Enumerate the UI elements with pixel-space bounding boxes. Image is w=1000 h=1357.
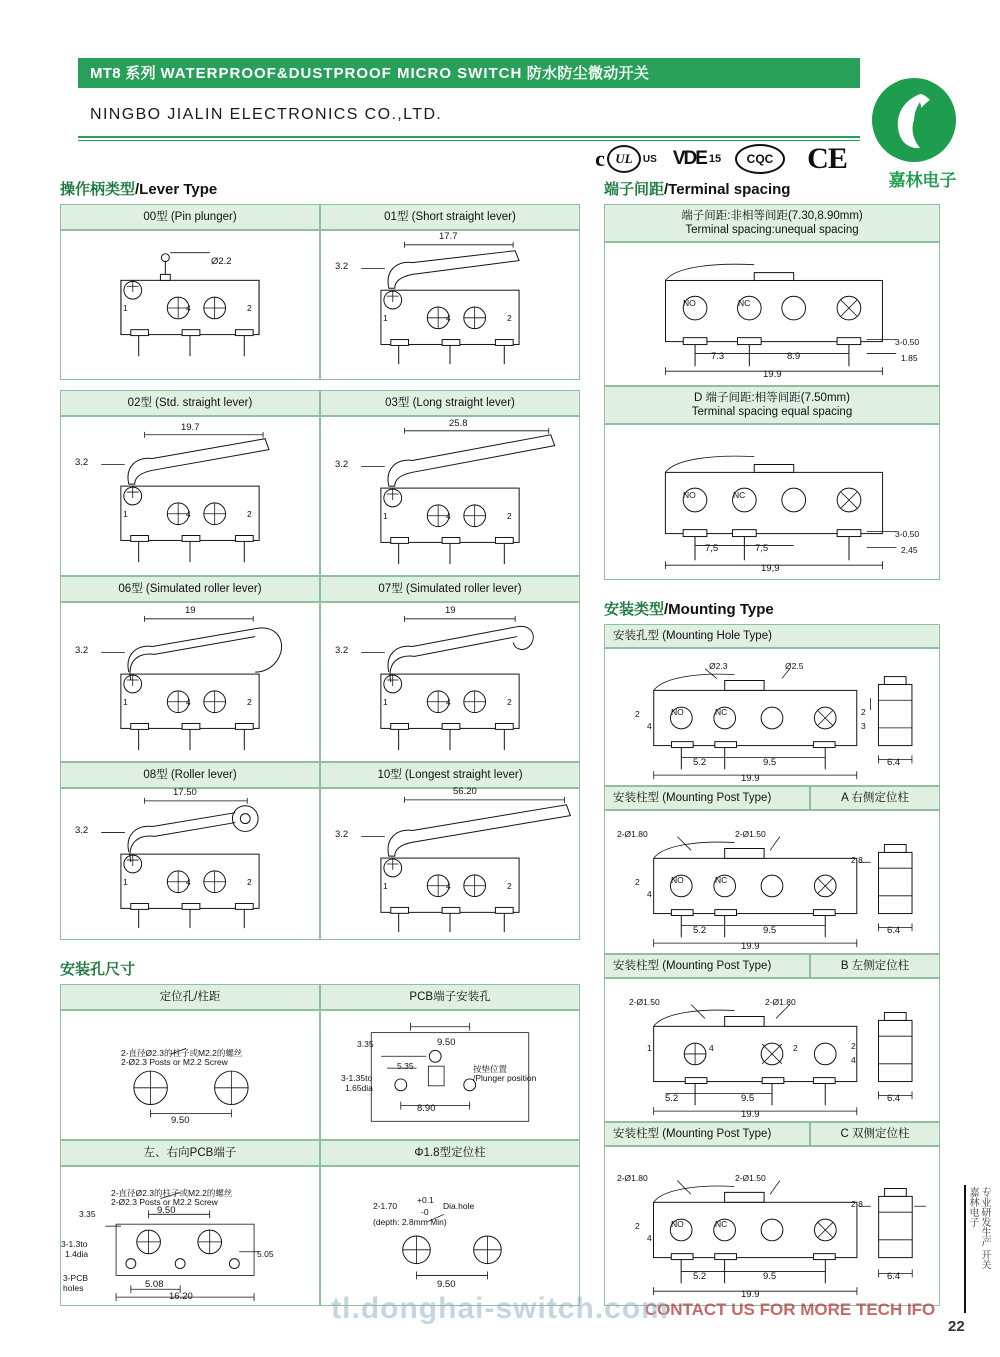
sidebar-tagline: 专业研发生产 开关 xyxy=(979,1187,990,1270)
lever-header-00: 00型 (Pin plunger) xyxy=(60,204,320,230)
hole-figure-2: 2-直径Ø2.3的柱子或M2.2的螺丝 2-Ø2.3 Posts or M2.2 Screw 3.35 9.50 3-1.3to 1.4dia 5.05 3-PCB holes 5.08 16.20 xyxy=(60,1166,320,1306)
lever-header-02: 02型 (Std. straight lever) xyxy=(60,390,320,416)
title-bar xyxy=(78,58,860,88)
title-chinese: 防水防尘微动开关 xyxy=(526,65,650,82)
ul-us-letter: US xyxy=(642,153,657,165)
ul-c-letter: c xyxy=(595,146,605,171)
terminal-figure-0: NO NC 7.3 8.9 19.9 3-0.50 1.85 xyxy=(604,242,940,386)
lever-figure-03: 25.8 3.2 1 4 2 xyxy=(320,416,580,576)
lever-figure-02: 19.7 3.2 1 4 2 xyxy=(60,416,320,576)
section-title-lever xyxy=(60,178,217,199)
cqc-mark xyxy=(733,144,787,174)
section-title-mounting xyxy=(604,598,774,619)
mounting-variant-2: B 左侧定位柱 xyxy=(810,954,940,978)
section-title-holes xyxy=(60,958,135,979)
section-title-terminal xyxy=(604,178,790,199)
lever-figure-07: 19 3.2 1 4 2 xyxy=(320,602,580,762)
certification-marks xyxy=(585,144,865,178)
section-mounting-en: /Mounting Type xyxy=(664,601,774,618)
hole-figure-3: 2-1.70 +0.1 -0 Dia.hole (depth: 2.8mm Min) 9.50 xyxy=(320,1166,580,1306)
vde-15-label: 15 xyxy=(708,153,722,165)
leaf-icon xyxy=(890,92,936,150)
lever-figure-08: 17.50 3.2 1 4 2 xyxy=(60,788,320,940)
mounting-figure-3: 2-Ø1.80 2-Ø1.50 2 4 NO NC 2.8 5.2 9.5 19.9 6.4 xyxy=(604,1146,940,1306)
lever-header-01: 01型 (Short straight lever) xyxy=(320,204,580,230)
header-rule xyxy=(78,136,860,138)
terminal-header-1-zh: D 端子间距:相等间距(7.50mm) xyxy=(694,391,850,404)
mounting-header-0: 安装孔型 (Mounting Hole Type) xyxy=(604,624,940,648)
section-mounting-zh: 安装类型 xyxy=(604,601,665,618)
watermark: tl.donghai-switch.com xyxy=(331,1292,669,1325)
title-english: WATERPROOF&DUSTPROOF MICRO SWITCH xyxy=(160,65,523,82)
mounting-header-3: 安装柱型 (Mounting Post Type) xyxy=(604,1122,810,1146)
terminal-header-1-en: Terminal spacing equal spacing xyxy=(691,406,853,418)
hole-note-2b: 2-Ø2.3 Posts or M2.2 Screw xyxy=(111,1197,218,1207)
lever-header-06: 06型 (Simulated roller lever) xyxy=(60,576,320,602)
hole-figure-0: 2-直径Ø2.3的柱子或M2.2的螺丝 2-Ø2.3 Posts or M2.2 Screw 9.50 xyxy=(60,1010,320,1140)
mounting-variant-3: C 双侧定位柱 xyxy=(810,1122,940,1146)
vde-mark xyxy=(669,144,725,174)
lever-figure-10: 56.20 3.2 1 4 2 xyxy=(320,788,580,940)
section-holes-zh: 安装孔尺寸 xyxy=(60,961,136,978)
company-name: NINGBO JIALIN ELECTRONICS CO.,LTD. xyxy=(90,106,443,123)
vde-icon: VDE xyxy=(672,148,706,169)
hole-figure-1: 3.35 9.50 5.35 3-1.35to 1.65dia 按垫位置 /Plunger position 8.90 xyxy=(320,1010,580,1140)
lever-figure-06: 19 3.2 1 4 2 xyxy=(60,602,320,762)
terminal-header-0-zh: 端子间距:非相等间距(7.30,8.90mm) xyxy=(681,209,863,222)
mounting-header-1: 安装柱型 (Mounting Post Type) xyxy=(604,786,810,810)
mounting-variant-1: A 右侧定位柱 xyxy=(810,786,940,810)
hole-header-1: PCB端子安装孔 xyxy=(320,984,580,1010)
hole-header-0: 定位孔/柱距 xyxy=(60,984,320,1010)
lever-figure-00: Ø2.2 1 4 2 xyxy=(60,230,320,380)
ce-mark: CE xyxy=(807,142,847,175)
section-terminal-zh: 端子间距 xyxy=(604,181,665,198)
sidebar-branding xyxy=(958,1185,992,1320)
mounting-figure-2: 2-Ø1.50 2-Ø1.80 1 4 2 2 4 5.2 9.5 19.9 6.4 xyxy=(604,978,940,1122)
terminal-header-1 xyxy=(604,386,940,424)
hole-header-2: 左、右向PCB端子 xyxy=(60,1140,320,1166)
hole-note-1a: 按垫位置 xyxy=(473,1064,508,1074)
page-number: 22 xyxy=(948,1318,965,1335)
section-terminal-en: /Terminal spacing xyxy=(664,181,791,198)
hole-note-1b: /Plunger position xyxy=(473,1073,537,1083)
hole-note-2a: 2-直径Ø2.3的柱子或M2.2的螺丝 xyxy=(111,1188,233,1198)
lever-header-08: 08型 (Roller lever) xyxy=(60,762,320,788)
hole-header-3: Φ1.8型定位柱 xyxy=(320,1140,580,1166)
ul-icon: UL xyxy=(607,145,641,173)
title-model: MT8 系列 xyxy=(90,65,156,82)
lever-header-07: 07型 (Simulated roller lever) xyxy=(320,576,580,602)
logo-text: 嘉林电子 xyxy=(888,171,957,190)
title-text xyxy=(90,62,649,83)
sidebar-company: 嘉林电子 xyxy=(967,1187,978,1227)
hole-note-0b: 2-Ø2.3 Posts or M2.2 Screw xyxy=(121,1057,228,1067)
section-lever-en: /Lever Type xyxy=(135,181,218,198)
ul-mark xyxy=(595,144,657,174)
header-rule-thin xyxy=(78,140,860,141)
company-logo xyxy=(860,78,985,190)
lever-header-10: 10型 (Longest straight lever) xyxy=(320,762,580,788)
mounting-header-2: 安装柱型 (Mounting Post Type) xyxy=(604,954,810,978)
terminal-header-0 xyxy=(604,204,940,242)
mounting-figure-1: 2-Ø1.80 2-Ø1.50 2 4 NO NC 2.8 5.2 9.5 19.9 6.4 xyxy=(604,810,940,954)
hole-note-0a: 2-直径Ø2.3的柱子或M2.2的螺丝 xyxy=(121,1048,243,1058)
terminal-figure-1: NO NC 7,5 7,5 19,9 3-0.50 2,45 xyxy=(604,424,940,580)
cqc-icon: CQC xyxy=(735,144,785,174)
lever-figure-01: 17.7 3.2 1 4 2 xyxy=(320,230,580,380)
mounting-figure-0: Ø2.3 Ø2.5 2 4 2 3 NO NC 5.2 9.5 19.9 6.4 xyxy=(604,648,940,786)
lever-header-03: 03型 (Long straight lever) xyxy=(320,390,580,416)
contact-text: CONTACT US FOR MORE TECH IFO xyxy=(644,1300,936,1319)
terminal-header-0-en: Terminal spacing:unequal spacing xyxy=(685,224,859,236)
section-lever-zh: 操作柄类型 xyxy=(60,181,136,198)
